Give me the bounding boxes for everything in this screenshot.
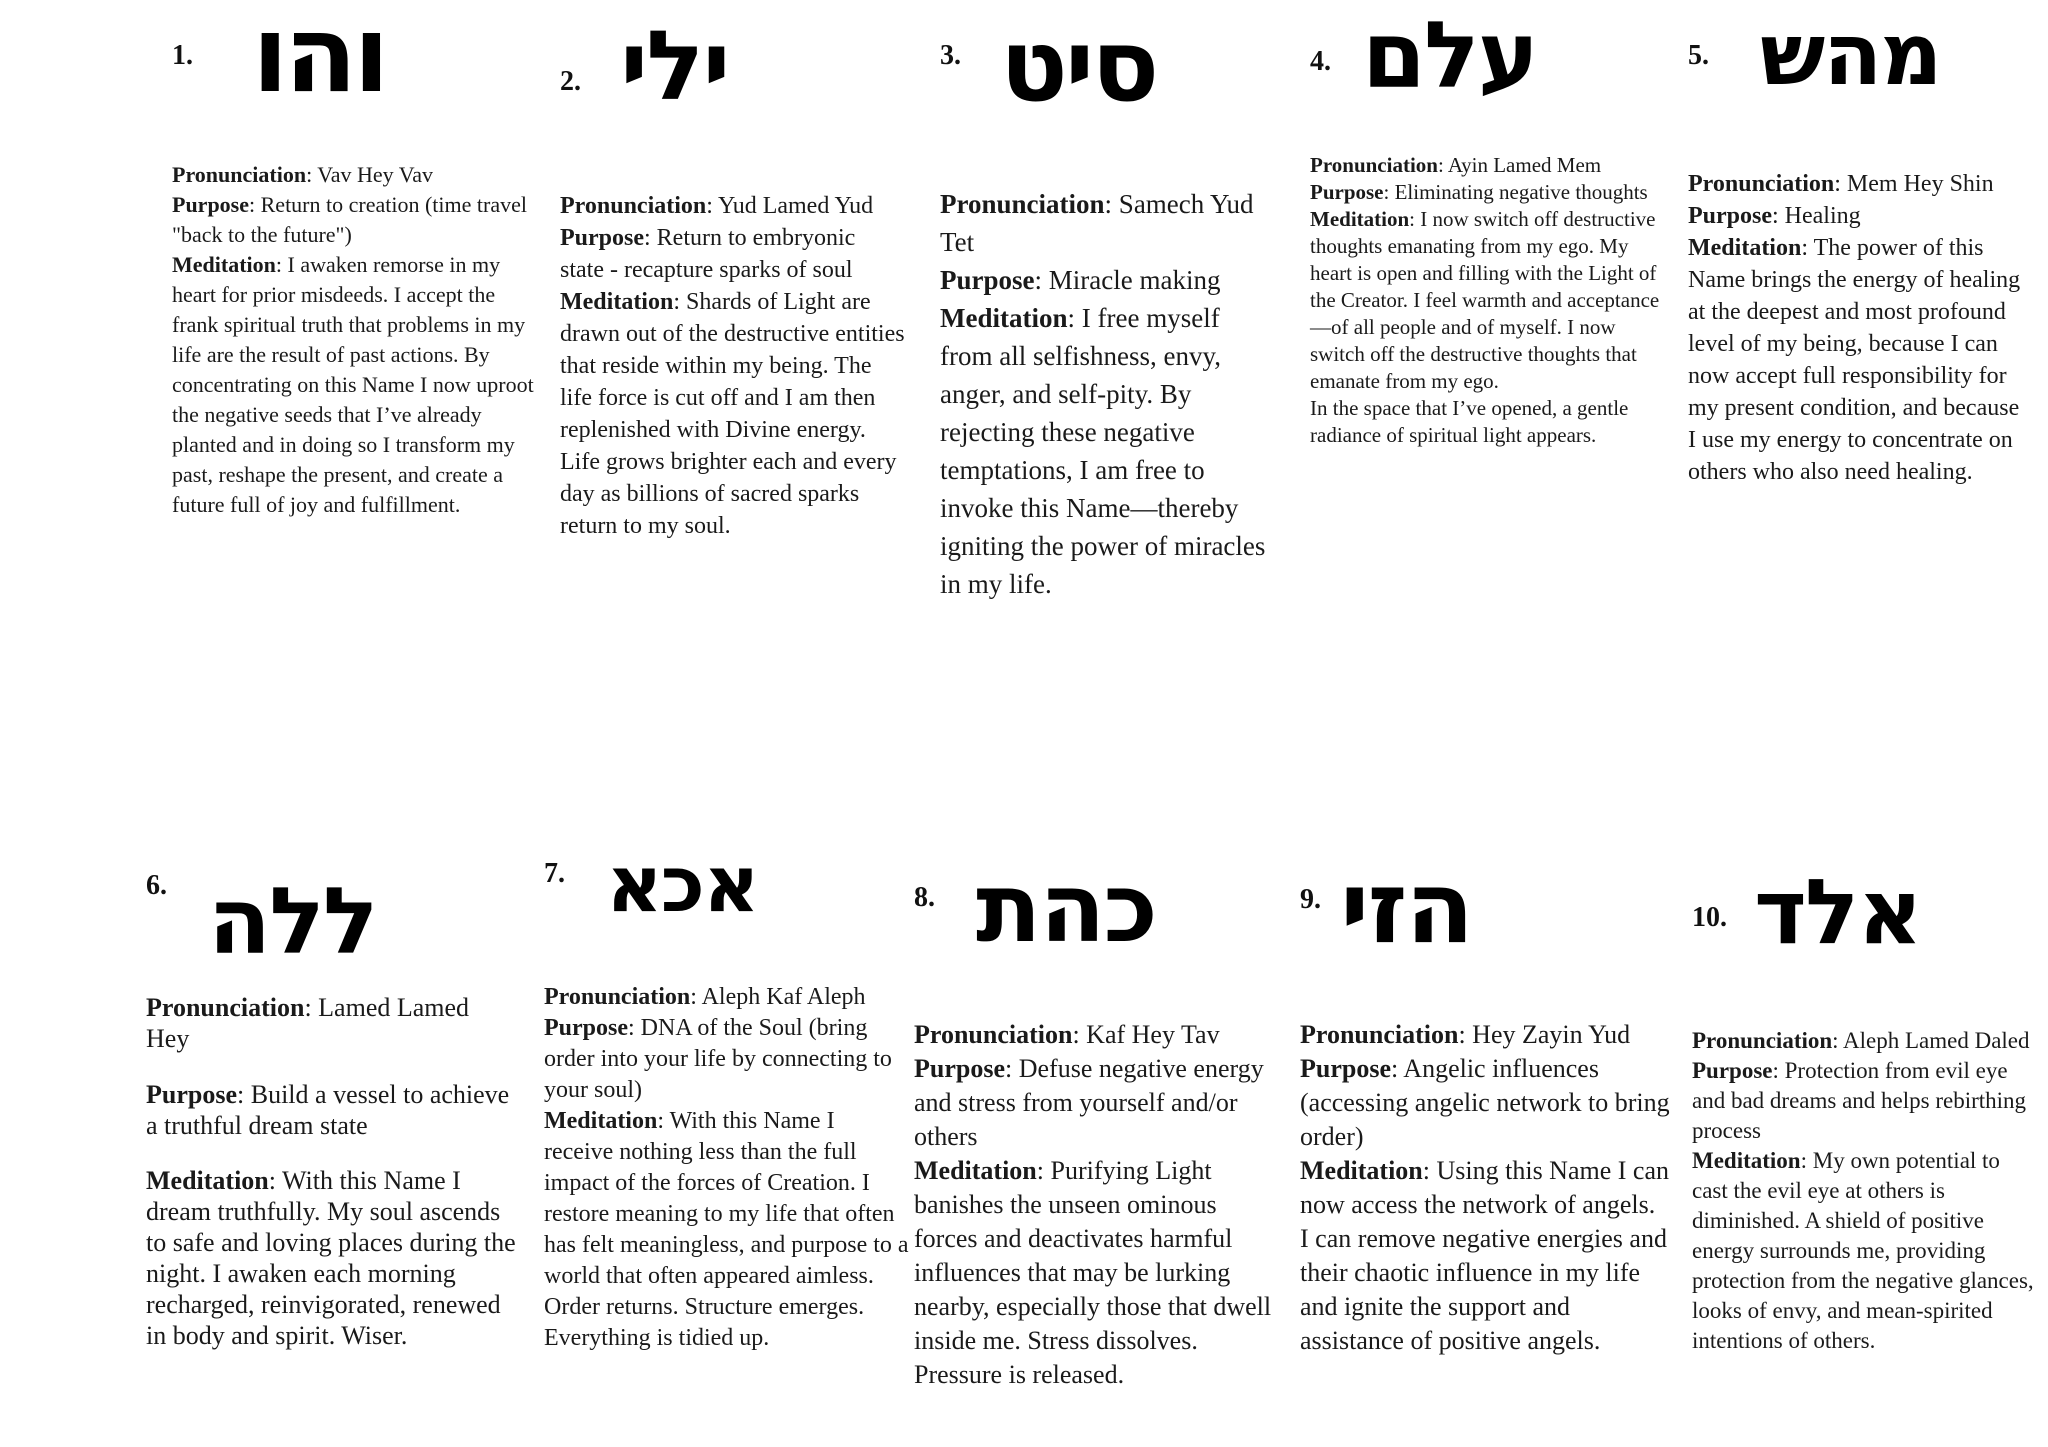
card-number: 8.	[914, 882, 935, 913]
purpose-label: Purpose	[560, 225, 644, 251]
card-body: Pronunciation: Ayin Lamed Mem Purpose: Eliminating negative thoughts Meditation: I now switch off destructive thoughts emanating from my ego. My heart is open and filling with the Light of the Creator. I feel warmth and acceptance—of all people and of myself. I now switch off the destructive thoughts that emanate from my ego. In the space that I’ve opened, a gentle radiance of spiritual light appears.	[1310, 152, 1670, 449]
meditation-label: Meditation	[172, 252, 276, 277]
card-number: 4.	[1310, 46, 1331, 77]
hebrew-name: סיט	[1000, 7, 1157, 124]
meditation-value: Using this Name I can now access the network of angels. I can remove negative energies and their chaotic influence in my life and ignite the support and assistance of positive angels.	[1300, 1156, 1670, 1355]
purpose-value: Healing	[1784, 203, 1861, 229]
pronunciation-value: Kaf Hey Tav	[1086, 1020, 1220, 1049]
meditation-label: Meditation	[544, 1108, 658, 1134]
pronunciation-label: Pronunciation	[172, 162, 307, 187]
card-body: Pronunciation: Hey Zayin Yud Purpose: Angelic influences (accessing angelic network to bring order) Meditation: Using this Name I can now access the network of angels. I can remove negative energies and their chaotic influence in my life and ignite the support and assistance of positive angels.	[1300, 1020, 1670, 1355]
meditation-value: The power of this Name brings the energy of healing at the deepest and most profound level of my being, because I can now accept full responsibility for my present condition, and because I use my energy to concentrate on others who also need healing.	[1688, 235, 2021, 485]
purpose-value: Return to embryonic state - recapture sparks of soul	[560, 225, 856, 283]
card-number: 7.	[544, 858, 565, 889]
hebrew-name: ילי	[620, 10, 729, 122]
pronunciation-value: Hey Zayin Yud	[1472, 1020, 1631, 1049]
card-body: Pronunciation: Lamed Lamed Hey Purpose: Build a vessel to achieve a truthful dream state Meditation: With this Name I dream truthfully. My soul ascends to safe and loving places during the night. I awaken each morning recharged, reinvigorated, renewed in body and spirit. Wiser.	[146, 993, 516, 1351]
meditation-value: With this Name I dream truthfully. My soul ascends to safe and loving places during the night. I awaken each morning recharged, reinvigorated, renewed in body and spirit. Wiser.	[146, 1166, 516, 1351]
card-body: Pronunciation: Vav Hey Vav Purpose: Return to creation (time travel "back to the future") Meditation: I awaken remorse in my heart for prior misdeeds. I accept the frank spiritual truth that problems in my life are the result of past actions. By concentrating on this Name I now uproot the negative seeds that I’ve already planted and in doing so I transform my past, reshape the present, and create a future full of joy and fulfillment.	[172, 162, 534, 517]
pronunciation-label: Pronunciation	[1300, 1020, 1459, 1049]
meditation-label: Meditation	[1300, 1156, 1423, 1185]
meditation-label: Meditation	[560, 289, 674, 315]
purpose-value: Defuse negative energy and stress from yourself and/or others	[914, 1054, 1264, 1151]
purpose-label: Purpose	[914, 1054, 1005, 1083]
meditation-continued: In the space that I’ve opened, a gentle radiance of spiritual light appears.	[1310, 396, 1629, 447]
meditation-value: My own potential to cast the evil eye at others is diminished. A shield of positive energy surrounds me, providing protection from the negative glances, looks of envy, and mean-spirited intentions of others.	[1692, 1148, 2034, 1353]
card-body: Pronunciation: Aleph Lamed Daled Purpose: Protection from evil eye and bad dreams and helps rebirthing process Meditation: My own potential to cast the evil eye at others is diminished. A shield of positive energy surrounds me, providing protection from the negative glances, looks of envy, and mean-spirited intentions of others.	[1692, 1028, 2034, 1353]
hebrew-name: מהש	[1760, 5, 1941, 105]
meditation-value: I now switch off destructive thoughts emanating from my ego. My heart is open and filling with the Light of the Creator. I feel warmth and acceptance—of all people and of myself. I now switch off the destructive thoughts that emanate from my ego.	[1310, 207, 1660, 393]
purpose-label: Purpose	[146, 1079, 237, 1109]
pronunciation-label: Pronunciation	[544, 984, 691, 1010]
purpose-label: Purpose	[172, 192, 249, 217]
card-number: 9.	[1300, 884, 1321, 915]
card-number: 1.	[172, 40, 193, 71]
purpose-value: Angelic influences (accessing angelic network to bring order)	[1300, 1054, 1670, 1151]
hebrew-name: והו	[252, 0, 386, 116]
meditation-label: Meditation	[914, 1156, 1037, 1185]
purpose-value: Protection from evil eye and bad dreams and helps rebirthing process	[1692, 1058, 2027, 1143]
card-body: Pronunciation: Mem Hey Shin Purpose: Healing Meditation: The power of this Name brings the energy of healing at the deepest and most profound level of my being, because I can now accept full responsibility for my present condition, and because I use my energy to concentrate on others who also need healing.	[1688, 171, 2021, 485]
meditation-label: Meditation	[940, 303, 1068, 333]
card-body: Pronunciation: Kaf Hey Tav Purpose: Defuse negative energy and stress from yourself and/or others Meditation: Purifying Light banishes the unseen ominous forces and deactivates harmful influences that may be lurking nearby, especially those that dwell inside me. Stress dissolves. Pressure is released.	[914, 1020, 1272, 1389]
pronunciation-label: Pronunciation	[1692, 1028, 1833, 1053]
pronunciation-label: Pronunciation	[914, 1020, 1073, 1049]
purpose-label: Purpose	[1692, 1058, 1773, 1083]
meditation-value: With this Name I receive nothing less than the full impact of the forces of Creation. I restore meaning to my life that often has felt meaningless, and purpose to a world that often appeared aimless. Order returns. Structure emerges. Everything is tidied up.	[544, 1108, 909, 1351]
meditation-value: I free myself from all selfishness, envy, anger, and self-pity. By rejecting these negative temptations, I am free to invoke this Name—thereby igniting the power of miracles in my life.	[940, 303, 1266, 599]
pronunciation-value: Lamed Lamed Hey	[146, 993, 470, 1053]
purpose-value: Miracle making	[1048, 265, 1221, 295]
hebrew-name: כהת	[976, 852, 1156, 964]
card-body: Pronunciation: Yud Lamed Yud Purpose: Return to embryonic state - recapture sparks of soul Meditation: Shards of Light are drawn out of the destructive entities that reside within my being. The life force is cut off and I am then replenished with Divine energy. Life grows brighter each and every day as billions of sacred sparks return to my soul.	[560, 193, 905, 539]
purpose-value: Build a vessel to achieve a truthful dream state	[146, 1079, 510, 1140]
pronunciation-value: Aleph Lamed Daled	[1843, 1028, 2030, 1053]
card-number: 10.	[1692, 902, 1727, 933]
pronunciation-label: Pronunciation	[1688, 171, 1835, 197]
hebrew-name: עלם	[1362, 2, 1537, 109]
pronunciation-value: Vav Hey Vav	[317, 162, 433, 187]
meditation-value: Purifying Light banishes the unseen ominous forces and deactivates harmful influences that may be lurking nearby, especially those that dwell inside me. Stress dissolves. Pressure is released.	[914, 1156, 1272, 1389]
purpose-label: Purpose	[940, 265, 1035, 295]
hebrew-name: אלד	[1754, 860, 1921, 965]
pronunciation-value: Aleph Kaf Aleph	[701, 984, 866, 1010]
purpose-value: Eliminating negative thoughts	[1394, 180, 1648, 204]
hebrew-name: הזי	[1340, 849, 1473, 966]
pronunciation-value: Ayin Lamed Mem	[1447, 153, 1602, 177]
pronunciation-value: Samech Yud Tet	[940, 189, 1254, 257]
pronunciation-label: Pronunciation	[1310, 153, 1438, 177]
pronunciation-label: Pronunciation	[940, 189, 1105, 219]
pronunciation-value: Mem Hey Shin	[1846, 171, 1994, 197]
purpose-label: Purpose	[1300, 1054, 1391, 1083]
meditation-label: Meditation	[1310, 207, 1410, 231]
meditation-label: Meditation	[1688, 235, 1802, 261]
meditation-label: Meditation	[1692, 1148, 1801, 1173]
card-number: 2.	[560, 66, 581, 97]
card-body: Pronunciation: Samech Yud Tet Purpose: Miracle making Meditation: I free myself from all selfishness, envy, anger, and self-pity. By rejecting these negative temptations, I am free to invoke this Name—thereby igniting the power of miracles in my life.	[940, 189, 1266, 599]
purpose-label: Purpose	[1688, 203, 1772, 229]
card-number: 6.	[146, 870, 167, 901]
purpose-value: Return to creation (time travel "back to the future")	[172, 192, 527, 247]
meditation-value: I awaken remorse in my heart for prior misdeeds. I accept the frank spiritual truth that problems in my life are the result of past actions. By concentrating on this Name I now uproot the negative seeds that I’ve already planted and in doing so I transform my past, reshape the present, and create a future full of joy and fulfillment.	[172, 252, 534, 517]
card-number: 3.	[940, 40, 961, 71]
pronunciation-label: Pronunciation	[560, 193, 707, 219]
meditation-label: Meditation	[146, 1166, 269, 1196]
purpose-label: Purpose	[1310, 180, 1384, 204]
hebrew-name: אכא	[606, 840, 758, 930]
card-number: 5.	[1688, 40, 1709, 71]
pronunciation-value: Yud Lamed Yud	[718, 193, 874, 219]
meditation-value: Shards of Light are drawn out of the destructive entities that reside within my being. The life force is cut off and I am then replenished with Divine energy. Life grows brighter each and every day as billions of sacred sparks return to my soul.	[560, 289, 905, 539]
purpose-label: Purpose	[544, 1015, 628, 1041]
card-body: Pronunciation: Aleph Kaf Aleph Purpose: DNA of the Soul (bring order into your life by connecting to your soul) Meditation: With this Name I receive nothing less than the full impact of the forces of Creation. I restore meaning to my life that often has felt meaningless, and purpose to a world that often appeared aimless. Order returns. Structure emerges. Everything is tidied up.	[544, 984, 909, 1351]
hebrew-name: ללה	[208, 868, 377, 975]
pronunciation-label: Pronunciation	[146, 993, 305, 1022]
purpose-value: DNA of the Soul (bring order into your life by connecting to your soul)	[544, 1015, 892, 1103]
